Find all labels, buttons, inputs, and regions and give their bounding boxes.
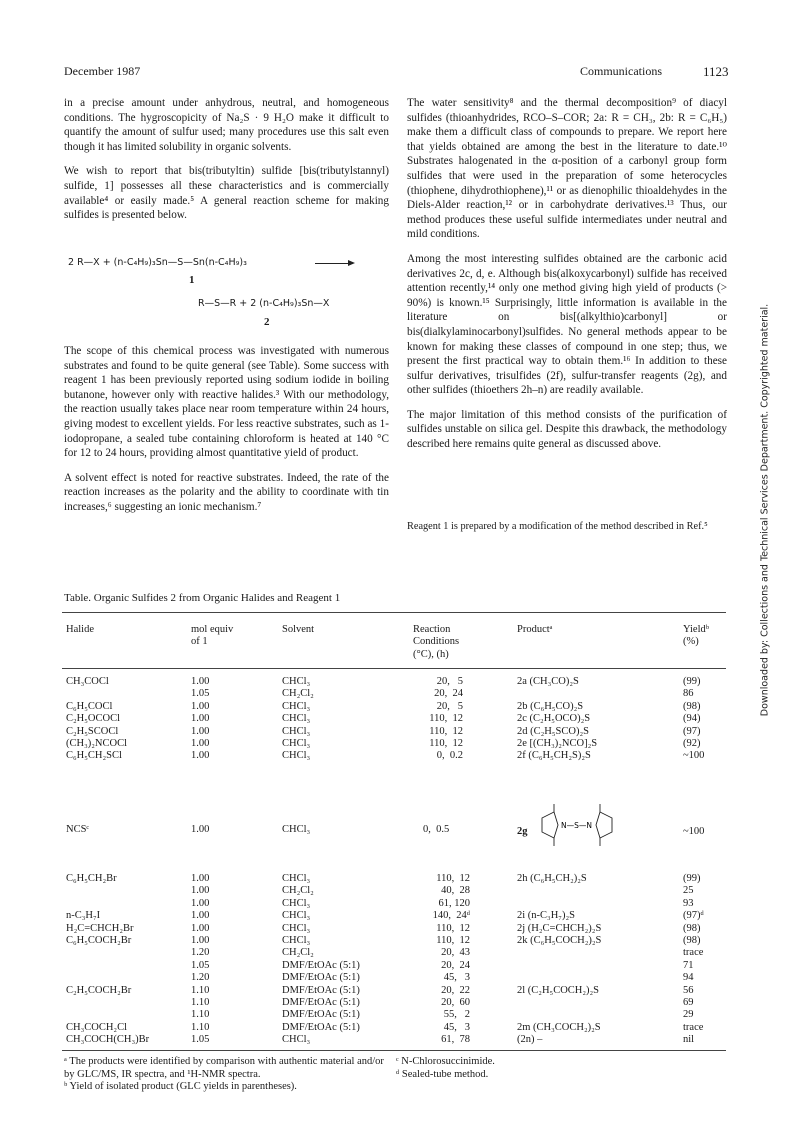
running-header-section: Communications	[580, 64, 662, 78]
left-paragraph-2: We wish to report that bis(tributyltin) sulfide [bis(tributylstannyl) sulfide, 1] possesses all these characteristics and is commercially available⁴ or easily made.⁵ A general reaction scheme for making sulfides is presented below.	[64, 165, 389, 222]
header-product: Productᵃ	[517, 624, 553, 635]
block3-yields: (99) 25 93 (97)ᵈ (98) (98) trace 71 94 56 69 29 trace nil	[683, 873, 704, 1046]
bis-succinimide-sulfide-structure	[532, 800, 622, 850]
right-paragraph-1: The water sensitivity⁸ and the thermal decomposition⁹ of diacyl sulfides (thioanhydrides, RCO–S–COR; 2a: R = CH₃, 2b: R = C₆H₅) make them a difficult class of compounds to prepare. We report here that yields obtained are among the best in the literature to date.¹⁰ Substrates halogenated in the α-position of a carbonyl group form sulfides that were used in the preparation of some heterocycles (thiophene, dihydrothiophene),¹¹ or as dienophilic thioaldehydes in the Diels-Alder reaction,¹² or in carbohydrate derivatives.¹³ Thus, our method produces these useful sulfide intermediates under neutral and mild conditions.	[407, 97, 727, 241]
block3-products: 2h (C₆H₅CH₂)₂S 2i (n-C₃H₇)₂S 2j (H₂C=CHCH₂)₂S 2k (C₆H₅COCH₂)₂S 2l (C₂H₅COCH₂)₂S 2m (CH₃COCH₂)₂S (2n) –	[517, 873, 602, 1046]
table-bottom-rule	[62, 1050, 726, 1051]
footnote-a: ᵃ The products were identified by comparison with authentic material and/or by GLC/MS, IR spectra, and ¹H-NMR spectra.	[64, 1056, 384, 1080]
header-conditions: Reaction Conditions (°C), (h)	[413, 624, 460, 660]
left-paragraph-4: A solvent effect is noted for reactive substrates. Indeed, the rate of the reaction increases as the polarity and the ability to coordinate with tin increases,⁶ suggesting an ionic mechanism.⁷	[64, 471, 389, 513]
scheme-reagent-number: 1	[189, 274, 195, 286]
running-header-date: December 1987	[64, 64, 141, 78]
left-paragraph-3: The scope of this chemical process was investigated with numerous substrates and found to be quite general (see Table). Some success with reagent 1 has been previously reported using sodium iodide in boiling butanone, however only with reactive halides.³ With our methodology, the reaction usually takes place near room temperature within 24 hours, giving modest to excellent yields. For less reactive substrates, such as 1-iodopropane, a sealed tube containing chloroform is heated at 140 °C for 12 to 24 hours, providing almost quantitative yield of product.	[64, 345, 389, 460]
block2-halide: NCSᶜ	[66, 824, 90, 835]
footnote-b: ᵇ Yield of isolated product (GLC yields in parentheses).	[64, 1081, 297, 1092]
block2-product-label: 2g	[517, 826, 528, 837]
table-top-rule	[62, 612, 726, 613]
block1-products: 2a (CH₃CO)₂S 2b (C₆H₅CO)₂S 2c (C₂H₅OCO)₂S 2d (C₂H₅SCO)₂S 2e [(CH₃)₂NCO]₂S 2f (C₆H₅CH₂S)₂S	[517, 676, 598, 762]
block2-solvent: CHCl₃	[282, 824, 311, 835]
scheme-products: R—S—R + 2 (n-C₄H₉)₃Sn—X	[198, 298, 330, 309]
header-halide: Halide	[66, 624, 94, 635]
table-header-rule	[62, 668, 726, 669]
reaction-arrow	[315, 263, 353, 264]
left-paragraph-1: in a precise amount under anhydrous, neutral, and homogeneous conditions. The hygroscopicity of Na₂S · 9 H₂O make it difficult to quantify the amount of sulfur used; many procedures use this salt even though it has limited solubility in organic solvents.	[64, 97, 389, 153]
reagent-note: Reagent 1 is prepared by a modification of the method described in Ref.⁵	[407, 521, 708, 532]
block2-mol: 1.00	[191, 824, 210, 835]
left-column-lower	[64, 344, 389, 525]
block2-yield: ~100	[683, 826, 705, 837]
download-watermark: Downloaded by: Collections and Technical Services Department. Copyrighted material.	[759, 303, 771, 717]
left-column	[64, 96, 389, 233]
header-solvent: Solvent	[282, 624, 315, 635]
scheme-product-number: 2	[264, 316, 270, 328]
block3-solvent: CHCl₃ CH₂Cl₂ CHCl₃ CHCl₃ CHCl₃ CHCl₃ CH₂Cl₂ DMF/EtOAc (5:1) DMF/EtOAc (5:1) DMF/EtOAc (5:1) DMF/EtOAc (5:1) DMF/EtOAc (5:1) DMF/EtOAc (5:1) CHCl₃	[282, 873, 360, 1046]
scheme-reactants: 2 R—X + (n-C₄H₉)₃Sn—S—Sn(n-C₄H₉)₃	[68, 257, 247, 268]
block1-solvent: CHCl₃ CH₂Cl₂ CHCl₃ CHCl₃ CHCl₃ CHCl₃ CHCl₃	[282, 676, 314, 762]
block1-halides: CH₃COCl C₆H₅COCl C₂H₅OCOCl C₂H₅SCOCl (CH₃)₂NCOCl C₆H₅CH₂SCl	[66, 676, 127, 762]
footnote-c: ᶜ N-Chlorosuccinimide.	[396, 1056, 495, 1067]
block1-yields: (99) 86 (98) (94) (97) (92) ~100	[683, 676, 705, 762]
page-number: 1123	[703, 64, 729, 79]
block3-mol: 1.00 1.00 1.00 1.00 1.00 1.00 1.20 1.05 1.20 1.10 1.10 1.10 1.10 1.05	[191, 873, 210, 1046]
right-paragraph-3: The major limitation of this method consists of the purification of sulfides unstable on silica gel. Despite this drawback, the methodology described here remains quite general as discussed above.	[407, 408, 727, 451]
block2-conditions: 0, 0.5	[423, 824, 450, 835]
header-yield: Yieldᵇ (%)	[683, 624, 709, 648]
block3-halides: C₆H₅CH₂Br n-C₃H₇I H₂C=CHCH₂Br C₆H₅COCH₂Br C₂H₅COCH₂Br CH₃COCH₂Cl CH₃COCH(CH₃)Br	[66, 873, 150, 1046]
ng-atoms: N—S—N	[561, 821, 592, 830]
block1-mol: 1.00 1.05 1.00 1.00 1.00 1.00 1.00	[191, 676, 210, 762]
table-caption: Table. Organic Sulfides 2 from Organic Halides and Reagent 1	[64, 592, 341, 604]
right-paragraph-2: Among the most interesting sulfides obtained are the carbonic acid derivatives 2c, d, e. Although bis(alkoxycarbonyl) sulfide has received attention recently,¹⁴ only one method giving high yield of products (> 90%) is known.¹⁵ Surprisingly, little information is available in the literature on bis[(alkylthio)carbonyl] or bis(dialkylaminocarbonyl)sulfides. No general methods appear to be known for making these classes of compound in one step; thus, we present the first practical way to obtain them.¹⁶ In addition to these sulfur derivatives, trisulfides (2f), sulfur-transfer reagents (2g), and other sulfides (thioethers 2h–n) are readily available.	[407, 252, 727, 397]
footnote-d: ᵈ Sealed-tube method.	[396, 1069, 489, 1080]
block1-conditions: 20, 5 20, 24 20, 5 110, 12 110, 12 110, 12 0, 0.2	[429, 676, 463, 762]
block3-conditions: 110, 12 40, 28 61, 120 140, 24ᵈ 110, 12 110, 12 20, 43 20, 24 45, 3 20, 22 20, 60 55, 2 45, 3 61, 78	[432, 873, 470, 1046]
right-column	[407, 96, 727, 462]
header-mol-equiv: mol equiv of 1	[191, 624, 234, 648]
